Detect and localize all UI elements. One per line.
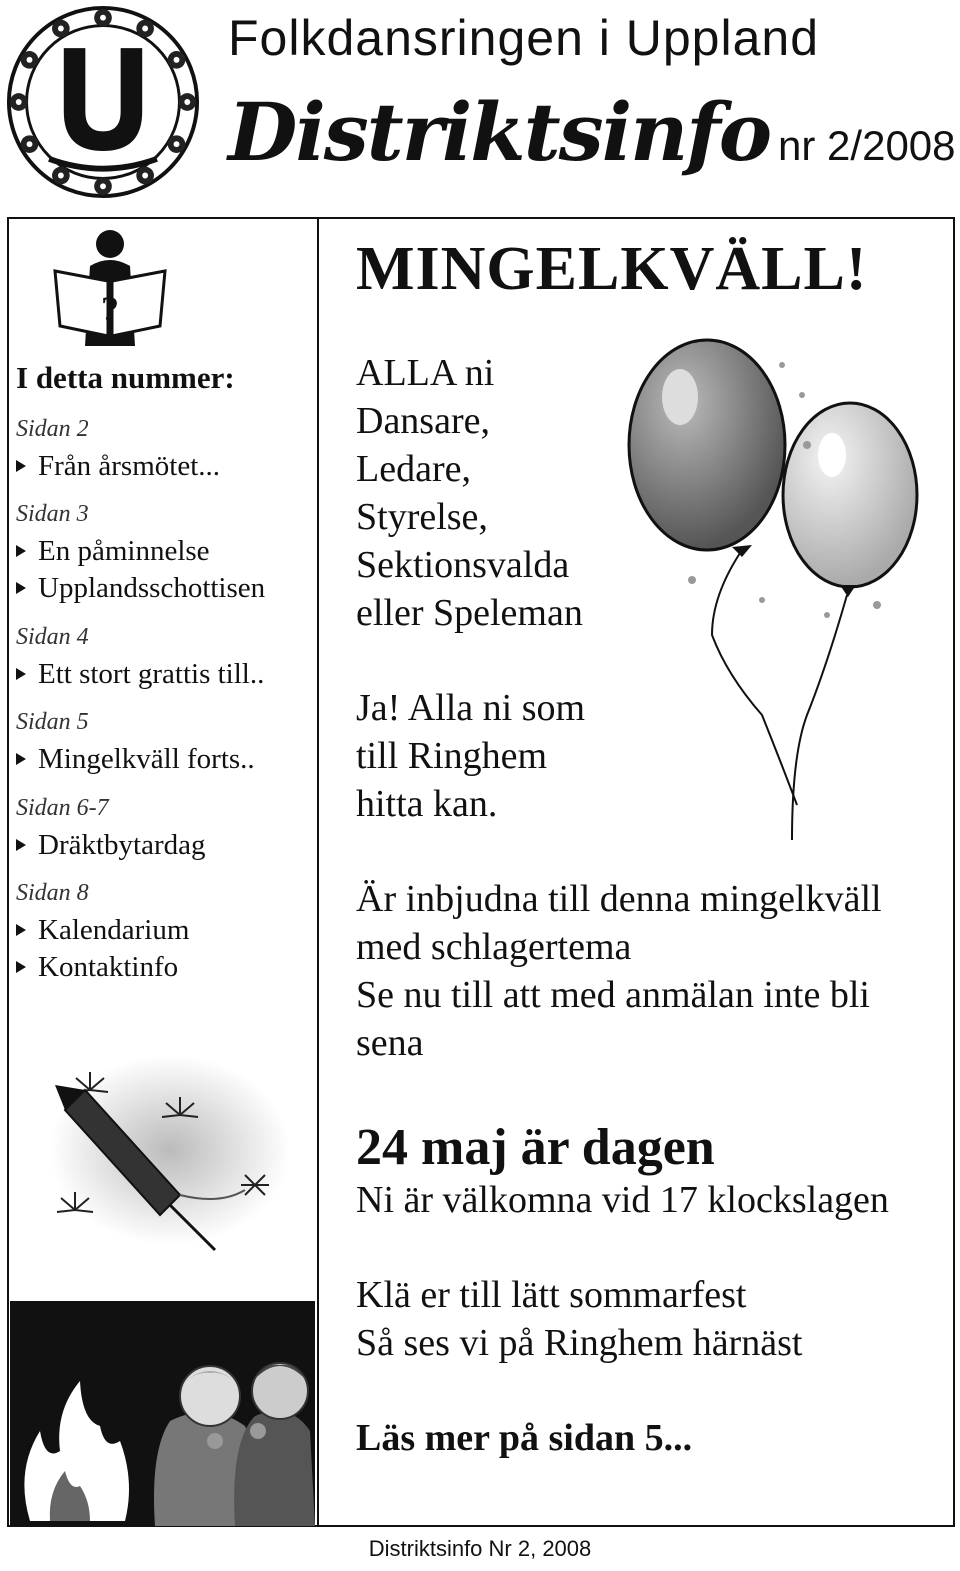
invite-line: Styrelse,: [356, 496, 488, 538]
triangle-bullet-icon: [16, 545, 26, 557]
body-line: Är inbjudna till denna mingelkväll: [356, 878, 882, 920]
toc-item: Från årsmötet...: [16, 448, 220, 484]
masthead: [228, 82, 956, 182]
ja-line: hitta kan.: [356, 783, 498, 825]
triangle-bullet-icon: [16, 668, 26, 680]
triangle-bullet-icon: [16, 961, 26, 973]
toc-item: En påminnelse: [16, 533, 210, 569]
ja-line: till Ringhem: [356, 735, 548, 777]
toc-item: Mingelkväll forts..: [16, 741, 255, 777]
firework-rocket-icon: [30, 1045, 295, 1270]
toc-item: Dräktbytardag: [16, 827, 206, 863]
toc-page-label: Sidan 4: [16, 624, 89, 650]
campfire-couple-illustration: [10, 1301, 315, 1526]
toc-item: Ett stort grattis till..: [16, 656, 264, 692]
newsletter-title: Distriktsinfo: [228, 85, 771, 179]
toc-page-label: Sidan 6-7: [16, 795, 109, 821]
event-date-heading: 24 maj är dagen: [356, 1119, 715, 1176]
toc-page-label: Sidan 8: [16, 880, 89, 906]
invite-line: Dansare,: [356, 400, 490, 442]
triangle-bullet-icon: [16, 582, 26, 594]
toc-page-label: Sidan 2: [16, 416, 89, 442]
invite-line: Sektionsvalda: [356, 544, 570, 586]
page-footer: Distriktsinfo Nr 2, 2008: [368, 1536, 592, 1561]
triangle-bullet-icon: [16, 460, 26, 472]
column-divider: [317, 217, 319, 1527]
ja-line: Ja! Alla ni som: [356, 687, 586, 729]
svg-text:?: ?: [101, 289, 119, 329]
toc-heading: I detta nummer:: [16, 360, 235, 395]
event-time-line: Ni är välkomna vid 17 klockslagen: [356, 1179, 889, 1221]
closing-line: Så ses vi på Ringhem härnäst: [356, 1322, 803, 1364]
article-heading: MINGELKVÄLL!: [356, 235, 868, 303]
organization-logo: [4, 4, 202, 200]
organization-name: Folkdansringen i Uppland: [228, 10, 820, 66]
toc-item: Kontaktinfo: [16, 949, 178, 985]
issue-number: nr 2/2008: [778, 122, 956, 169]
triangle-bullet-icon: [16, 924, 26, 936]
toc-item: Kalendarium: [16, 912, 189, 948]
invite-line: eller Speleman: [356, 592, 583, 634]
body-line: med schlagertema: [356, 926, 632, 968]
body-line: Se nu till att med anmälan inte bli: [356, 974, 870, 1016]
balloons-illustration: [612, 335, 942, 845]
closing-line: Klä er till lätt sommarfest: [356, 1274, 747, 1316]
triangle-bullet-icon: [16, 839, 26, 851]
body-line: sena: [356, 1022, 424, 1064]
invite-line: ALLA ni: [356, 352, 495, 394]
toc-page-label: Sidan 5: [16, 709, 89, 735]
read-more-text: Läs mer på sidan 5...: [356, 1417, 693, 1459]
triangle-bullet-icon: [16, 753, 26, 765]
reader-question-icon: [50, 226, 170, 351]
toc-page-label: Sidan 3: [16, 501, 89, 527]
toc-item: Upplandsschottisen: [16, 570, 265, 606]
invite-line: Ledare,: [356, 448, 471, 490]
